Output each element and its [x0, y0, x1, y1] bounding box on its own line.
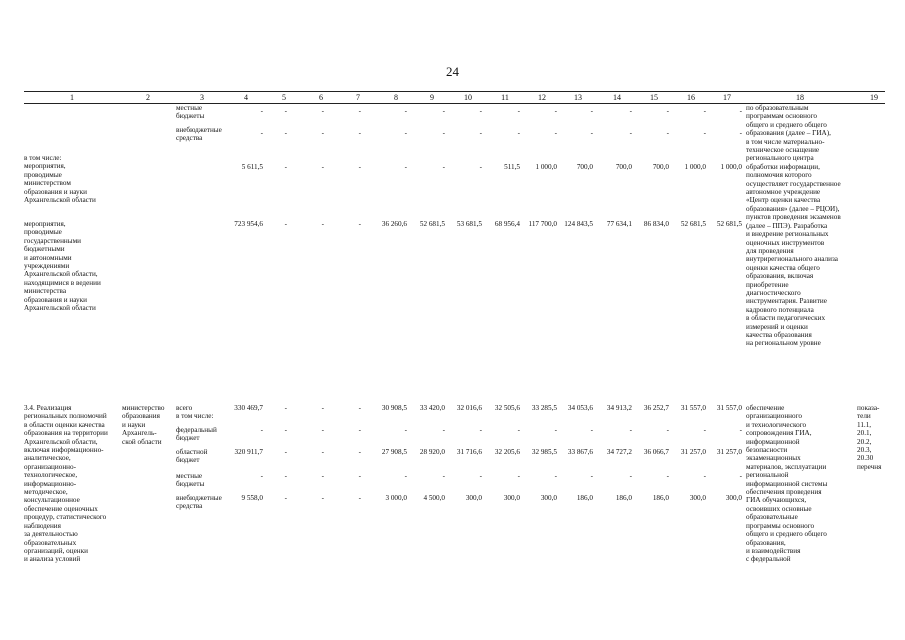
top-row-1-cell-15: - — [666, 129, 669, 137]
item-row-3-cell-16: - — [703, 472, 706, 480]
item-row-1-cell-11: - — [517, 426, 520, 434]
sub-b-cell-4: 723 954,6 — [234, 220, 263, 228]
column-header-6: 6 — [319, 93, 323, 102]
item-row-3-cell-11: - — [517, 472, 520, 480]
column-number-header — [24, 91, 885, 104]
sub-a-cell-12: 1 000,0 — [535, 163, 557, 171]
column-header-13: 13 — [574, 93, 582, 102]
top-row-1-cell-6: - — [321, 129, 324, 137]
funding-source: всего в том числе: — [176, 404, 214, 421]
top-row-0-cell-5: - — [284, 107, 287, 115]
item-row-4-cell-14: 186,0 — [615, 494, 632, 502]
top-row-0-cell-17: - — [739, 107, 742, 115]
item-row-2-cell-8: 27 908,5 — [381, 448, 407, 456]
item-row-0-cell-17: 31 557,0 — [716, 404, 742, 412]
column-header-17: 17 — [723, 93, 731, 102]
item-row-0-cell-15: 36 252,7 — [643, 404, 669, 412]
funding-source: федеральный бюджет — [176, 426, 217, 443]
top-row-1-cell-11: - — [517, 129, 520, 137]
measure-description: по образовательным программам основного общего и среднего общего образования (далее – ГИА), в том числе материально- техническое оснащение регионального центра обработки информации, полномочия которого осуществляет государственное автономное учреждение «Центр оценки качества образования» (далее – РЦОИ), пунктов проведения экзаменов (далее – ППЭ). Разработка и внедрение региональных оценочных инструментов для проведения внутрирегионального анализа оценки качества общего образования, включая приобретение диагностического инструментария. Развитие кадрового потенциала в области педагогических измерений и оценки качества образования на региональном уровне — [746, 104, 841, 348]
sub-b-cell-5: - — [284, 220, 287, 228]
column-header-19: 19 — [870, 93, 878, 102]
item-row-3-cell-6: - — [321, 472, 324, 480]
item-row-3-cell-13: - — [590, 472, 593, 480]
item-row-2-cell-17: 31 257,0 — [716, 448, 742, 456]
column-header-14: 14 — [613, 93, 621, 102]
top-row-1-cell-5: - — [284, 129, 287, 137]
item-row-3-cell-10: - — [479, 472, 482, 480]
item-row-1-cell-17: - — [739, 426, 742, 434]
column-header-16: 16 — [687, 93, 695, 102]
sub-b-cell-7: - — [358, 220, 361, 228]
item-row-1-cell-6: - — [321, 426, 324, 434]
funding-source: внебюджетные средства — [176, 494, 222, 511]
sub-a-cell-6: - — [321, 163, 324, 171]
sub-a-cell-15: 700,0 — [652, 163, 669, 171]
sub-item-institutions: мероприятия, проводимые государственными бюджетными и автономными учреждениями Архангельской области, находящимися в ведении министерства образования и науки Архангельской области — [24, 220, 101, 313]
item-row-2-cell-10: 31 716,6 — [456, 448, 482, 456]
top-row-1-cell-17: - — [739, 129, 742, 137]
top-row-0-cell-14: - — [629, 107, 632, 115]
item-row-2-cell-5: - — [284, 448, 287, 456]
item-row-4-cell-12: 300,0 — [540, 494, 557, 502]
sub-b-cell-14: 77 634,1 — [606, 220, 632, 228]
sub-a-cell-13: 700,0 — [576, 163, 593, 171]
top-row-0-cell-16: - — [703, 107, 706, 115]
top-row-1-cell-13: - — [590, 129, 593, 137]
sub-a-cell-8: - — [404, 163, 407, 171]
item-row-1-cell-15: - — [666, 426, 669, 434]
item-row-4-cell-17: 300,0 — [725, 494, 742, 502]
column-header-3: 3 — [200, 93, 204, 102]
item-row-2-cell-9: 28 920,0 — [419, 448, 445, 456]
sub-a-cell-7: - — [358, 163, 361, 171]
column-header-1: 1 — [70, 93, 74, 102]
item-row-4-cell-11: 300,0 — [503, 494, 520, 502]
top-row-1-cell-12: - — [554, 129, 557, 137]
sub-b-cell-13: 124 843,5 — [564, 220, 593, 228]
item-row-4-cell-13: 186,0 — [576, 494, 593, 502]
item-row-1-cell-9: - — [442, 426, 445, 434]
item-row-2-cell-14: 34 727,2 — [606, 448, 632, 456]
item-row-4-cell-15: 186,0 — [652, 494, 669, 502]
item-row-4-cell-10: 300,0 — [465, 494, 482, 502]
item-row-3-cell-15: - — [666, 472, 669, 480]
item-row-4-cell-4: 9 558,0 — [241, 494, 263, 502]
item-row-0-cell-7: - — [358, 404, 361, 412]
item-row-4-cell-7: - — [358, 494, 361, 502]
item-row-2-cell-16: 31 257,0 — [680, 448, 706, 456]
column-header-5: 5 — [282, 93, 286, 102]
sub-b-cell-17: 52 681,5 — [716, 220, 742, 228]
item-row-3-cell-14: - — [629, 472, 632, 480]
item-row-1-cell-13: - — [590, 426, 593, 434]
funding-source: местные бюджеты — [176, 472, 205, 489]
item-row-1-cell-14: - — [629, 426, 632, 434]
indicators-ref: показа- тели 11.1, 20.1, 20.2, 20.3, 20.30 перечня — [857, 404, 882, 471]
sub-a-cell-11: 511,5 — [504, 163, 520, 171]
item-row-4-cell-6: - — [321, 494, 324, 502]
funding-source: областной бюджет — [176, 448, 208, 465]
item-row-3-cell-17: - — [739, 472, 742, 480]
top-row-1-cell-8: - — [404, 129, 407, 137]
item-row-0-cell-13: 34 053,6 — [567, 404, 593, 412]
column-header-2: 2 — [146, 93, 150, 102]
item-row-1-cell-4: - — [260, 426, 263, 434]
sub-item-ministry: в том числе: мероприятия, проводимые министерством образования и науки Архангельской области — [24, 154, 96, 205]
item-row-0-cell-9: 33 420,0 — [419, 404, 445, 412]
top-row-1-cell-14: - — [629, 129, 632, 137]
top-row-0-cell-10: - — [479, 107, 482, 115]
item-row-0-cell-5: - — [284, 404, 287, 412]
item-row-0-cell-6: - — [321, 404, 324, 412]
item-row-1-cell-5: - — [284, 426, 287, 434]
funding-source: местные бюджеты — [176, 104, 205, 121]
column-header-9: 9 — [430, 93, 434, 102]
item-row-4-cell-5: - — [284, 494, 287, 502]
item-row-2-cell-7: - — [358, 448, 361, 456]
top-row-1-cell-4: - — [260, 129, 263, 137]
item-row-3-cell-7: - — [358, 472, 361, 480]
top-row-0-cell-6: - — [321, 107, 324, 115]
top-row-1-cell-10: - — [479, 129, 482, 137]
item-row-2-cell-15: 36 066,7 — [643, 448, 669, 456]
top-row-1-cell-9: - — [442, 129, 445, 137]
item-row-2-cell-11: 32 205,6 — [494, 448, 520, 456]
item-3-4-title: 3.4. Реализация региональных полномочий в области оценки качества образования на территории Архангельской области, включая информационно- аналитическое, организационно- технологическое, информационно- методическое, консультационное обеспечение оценочных процедур, статистического наблюдения за деятельностью образовательных организаций, оценки и анализа условий — [24, 404, 108, 564]
sub-b-cell-8: 36 260,6 — [381, 220, 407, 228]
item-row-2-cell-4: 320 911,7 — [234, 448, 263, 456]
top-row-1-cell-7: - — [358, 129, 361, 137]
sub-b-cell-10: 53 681,5 — [456, 220, 482, 228]
item-row-3-cell-12: - — [554, 472, 557, 480]
item-row-2-cell-6: - — [321, 448, 324, 456]
sub-a-cell-10: - — [479, 163, 482, 171]
page-number: 24 — [446, 64, 459, 79]
sub-b-cell-15: 86 834,0 — [643, 220, 669, 228]
measure-description-3-4: обеспечение организационного и технологического сопровождения ГИА, информационной безопасности экзаменационных материалов, эксплуатации региональной информационной системы обеспечения проведения ГИА обучающихся, освоивших основные образовательные программы основного общего и среднего общего образования, и взаимодействия с федеральной — [746, 404, 828, 564]
item-row-3-cell-4: - — [260, 472, 263, 480]
item-row-0-cell-12: 33 285,5 — [531, 404, 557, 412]
item-row-1-cell-12: - — [554, 426, 557, 434]
sub-b-cell-9: 52 681,5 — [419, 220, 445, 228]
item-row-3-cell-5: - — [284, 472, 287, 480]
item-row-4-cell-8: 3 000,0 — [385, 494, 407, 502]
top-row-0-cell-11: - — [517, 107, 520, 115]
item-row-1-cell-16: - — [703, 426, 706, 434]
top-row-0-cell-13: - — [590, 107, 593, 115]
top-row-0-cell-8: - — [404, 107, 407, 115]
item-row-0-cell-14: 34 913,2 — [606, 404, 632, 412]
top-row-0-cell-9: - — [442, 107, 445, 115]
sub-a-cell-16: 1 000,0 — [684, 163, 706, 171]
column-header-10: 10 — [464, 93, 472, 102]
sub-b-cell-11: 68 956,4 — [494, 220, 520, 228]
top-row-0-cell-7: - — [358, 107, 361, 115]
column-header-18: 18 — [796, 93, 804, 102]
top-row-0-cell-15: - — [666, 107, 669, 115]
sub-a-cell-14: 700,0 — [615, 163, 632, 171]
sub-a-cell-17: 1 000,0 — [720, 163, 742, 171]
sub-a-cell-4: 5 611,5 — [241, 163, 263, 171]
column-header-12: 12 — [538, 93, 546, 102]
item-row-1-cell-7: - — [358, 426, 361, 434]
sub-a-cell-9: - — [442, 163, 445, 171]
sub-b-cell-16: 52 681,5 — [680, 220, 706, 228]
column-header-8: 8 — [394, 93, 398, 102]
item-row-3-cell-9: - — [442, 472, 445, 480]
item-row-4-cell-9: 4 500,0 — [423, 494, 445, 502]
top-row-1-cell-16: - — [703, 129, 706, 137]
item-row-4-cell-16: 300,0 — [689, 494, 706, 502]
item-row-0-cell-11: 32 505,6 — [494, 404, 520, 412]
sub-b-cell-6: - — [321, 220, 324, 228]
item-row-1-cell-10: - — [479, 426, 482, 434]
column-header-15: 15 — [650, 93, 658, 102]
column-header-11: 11 — [501, 93, 509, 102]
item-row-0-cell-8: 30 908,5 — [381, 404, 407, 412]
top-row-0-cell-12: - — [554, 107, 557, 115]
item-row-0-cell-16: 31 557,0 — [680, 404, 706, 412]
responsible-executor: министерство образования и науки Архангель- ской области — [122, 404, 165, 446]
sub-b-cell-12: 117 700,0 — [528, 220, 557, 228]
column-header-4: 4 — [244, 93, 248, 102]
item-row-0-cell-4: 330 469,7 — [234, 404, 263, 412]
item-row-2-cell-13: 33 867,6 — [567, 448, 593, 456]
column-header-7: 7 — [356, 93, 360, 102]
item-row-1-cell-8: - — [404, 426, 407, 434]
top-row-0-cell-4: - — [260, 107, 263, 115]
item-row-0-cell-10: 32 016,6 — [456, 404, 482, 412]
funding-source: внебюджетные средства — [176, 126, 222, 143]
item-row-2-cell-12: 32 985,5 — [531, 448, 557, 456]
item-row-3-cell-8: - — [404, 472, 407, 480]
sub-a-cell-5: - — [284, 163, 287, 171]
